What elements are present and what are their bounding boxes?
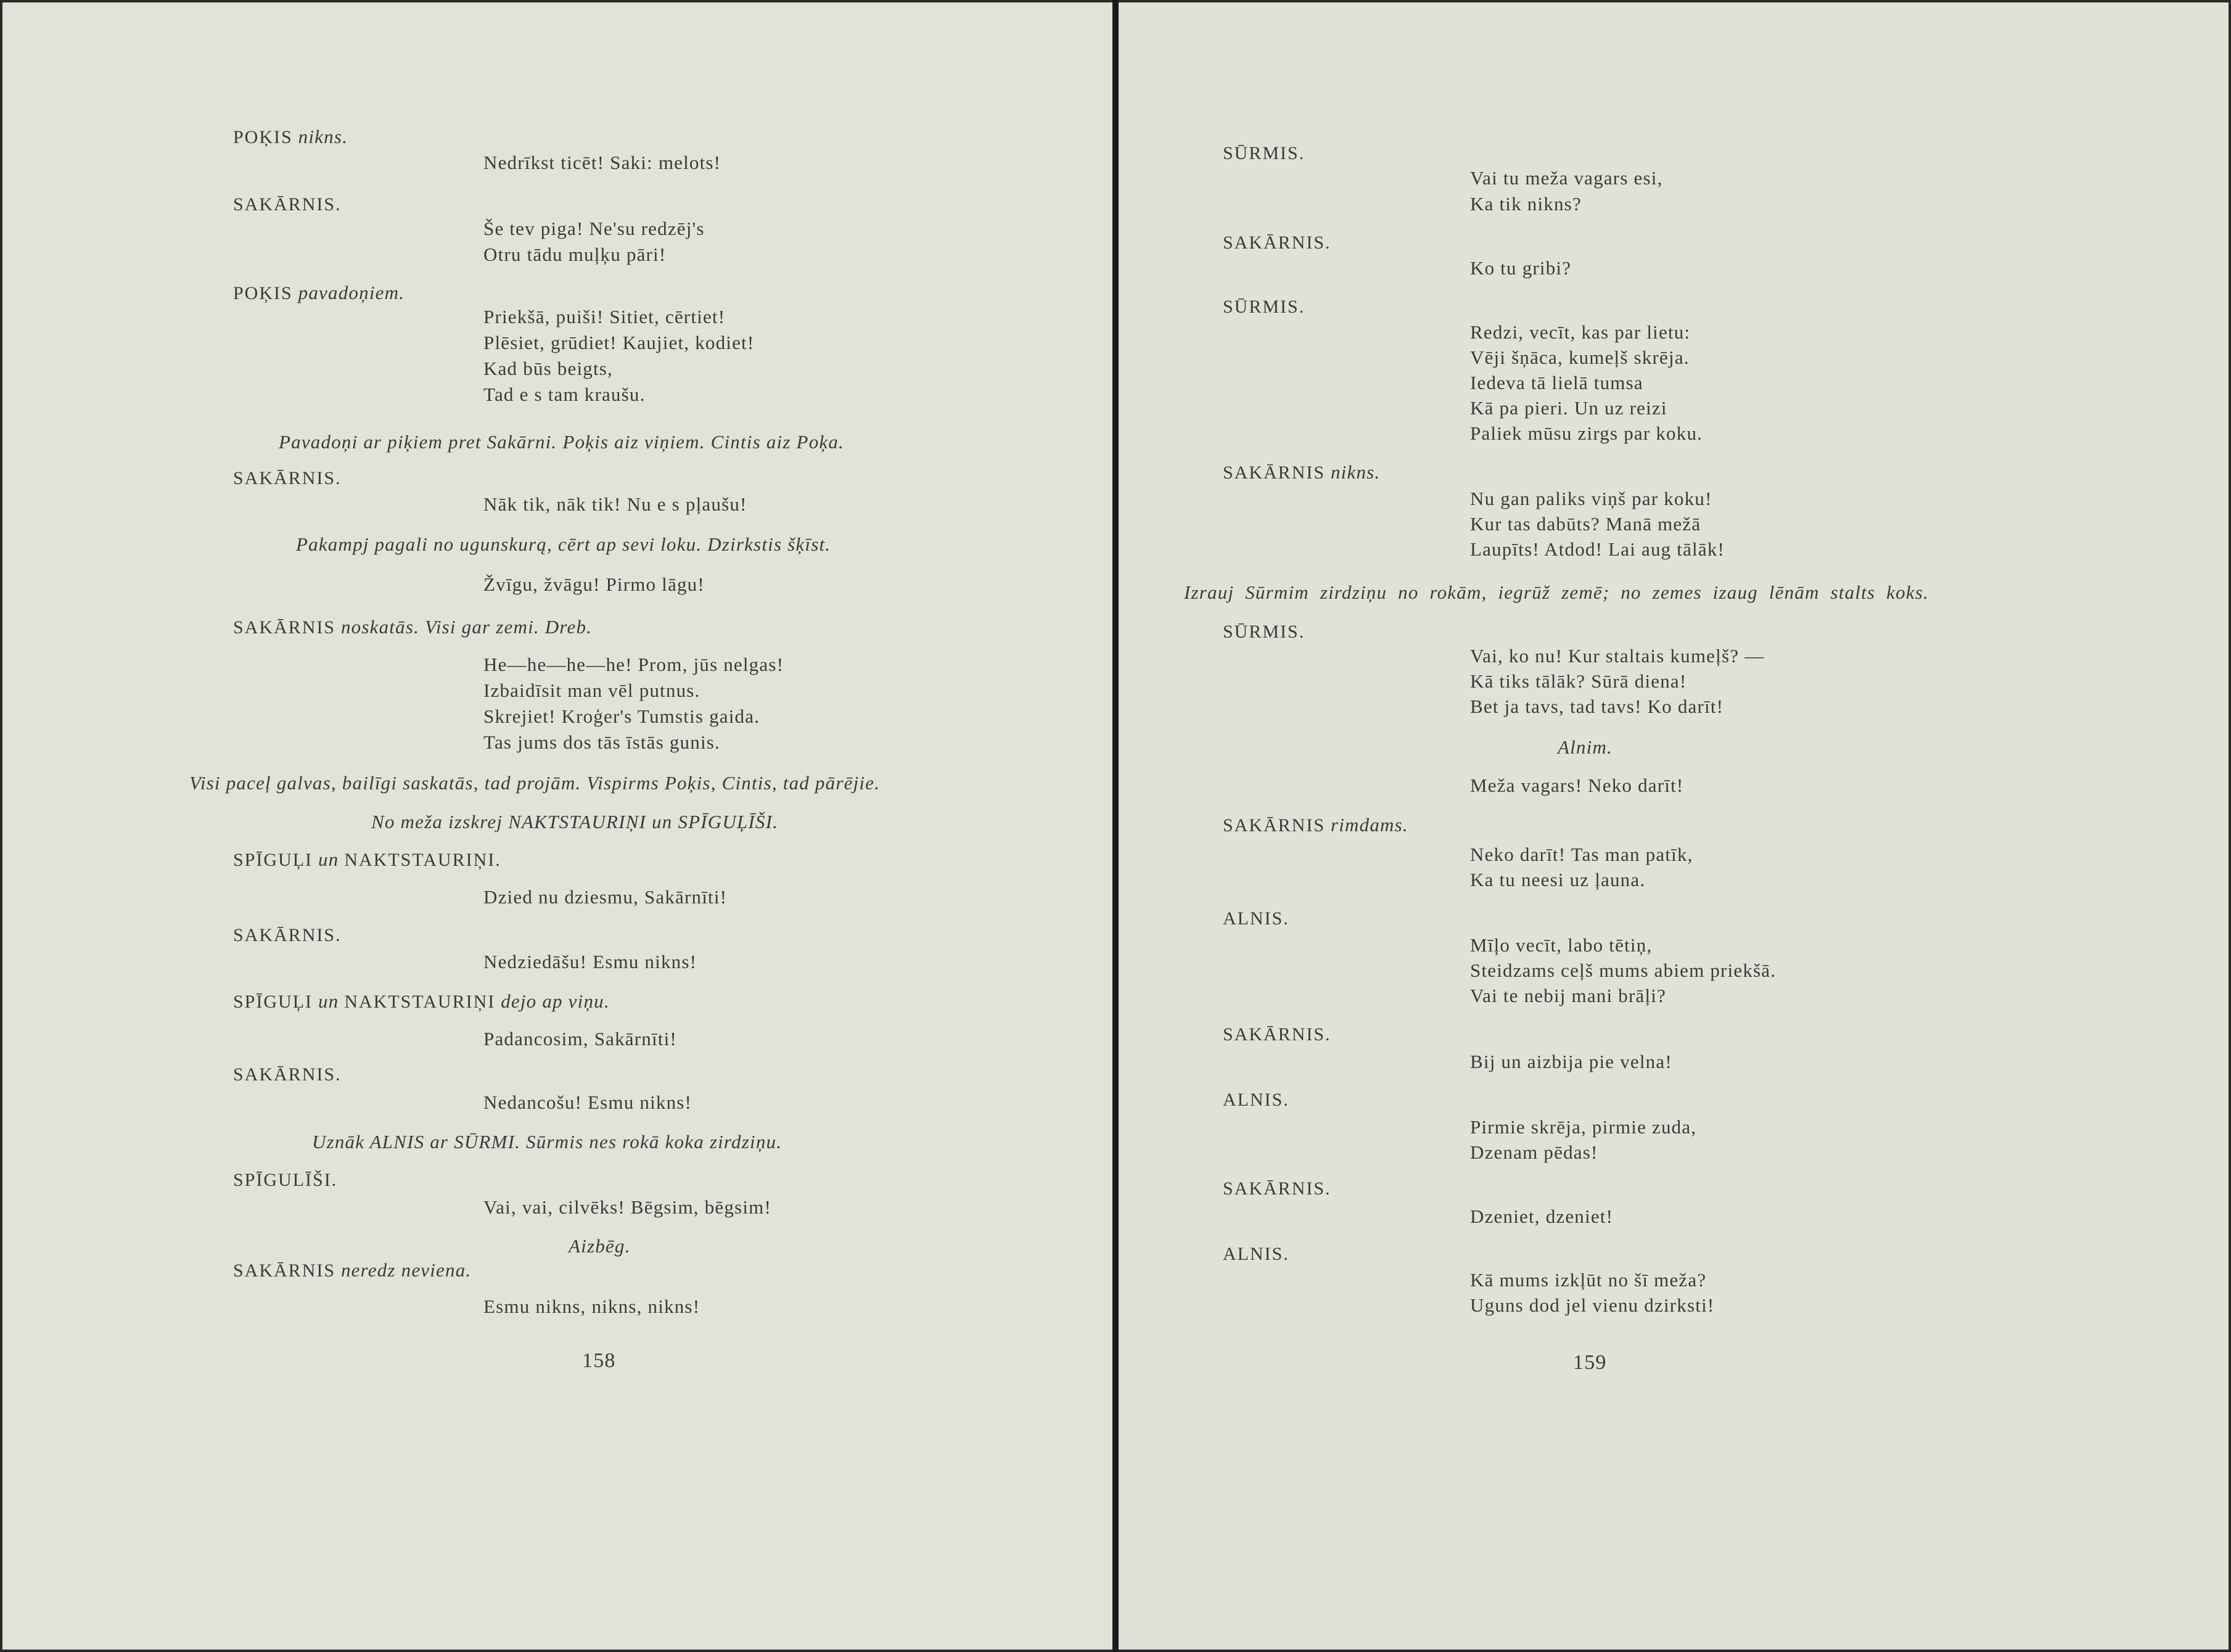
speaker-line: SŪRMIS. bbox=[1223, 297, 1305, 317]
speaker-line: SAKĀRNIS. bbox=[1223, 1024, 1331, 1045]
left-page bbox=[2, 2, 1112, 1650]
verse-line: Tas jums dos tās īstās gunis. bbox=[483, 731, 720, 753]
verse-line: Dzied nu dziesmu, Sakārnīti! bbox=[483, 886, 728, 908]
verse-line: Steidzams ceļš mums abiem priekšā. bbox=[1470, 960, 1777, 981]
verse-line: Plēsiet, grūdiet! Kaujiet, kodiet! bbox=[483, 332, 755, 353]
verse-line: Nu gan paliks viņš par koku! bbox=[1470, 488, 1712, 509]
speaker-line: SAKĀRNIS. bbox=[1223, 1178, 1331, 1199]
verse-line: Nedziedāšu! Esmu nikns! bbox=[483, 951, 697, 972]
speaker-line: SAKĀRNIS. bbox=[233, 194, 342, 215]
verse-line: Kā tiks tālāk? Sūrā diena! bbox=[1470, 670, 1687, 692]
verse-line: Dzeniet, dzeniet! bbox=[1470, 1206, 1614, 1227]
verse-line: Tad e s tam kraušu. bbox=[483, 384, 646, 405]
speaker-line: SAKĀRNIS. bbox=[233, 1064, 342, 1085]
verse-line: Paliek mūsu zirgs par koku. bbox=[1470, 422, 1703, 444]
verse-line: Ko tu gribi? bbox=[1470, 257, 1572, 279]
verse-line: Pirmie skrēja, pirmie zuda, bbox=[1470, 1116, 1697, 1138]
verse-line: Meža vagars! Neko darīt! bbox=[1470, 775, 1684, 796]
speaker-line: SAKĀRNIS. bbox=[233, 468, 342, 488]
verse-line: Še tev piga! Ne'su redzēj's bbox=[483, 218, 705, 239]
speaker-line: SAKĀRNIS neredz neviena. bbox=[233, 1259, 472, 1281]
verse-line: Nedrīkst ticēt! Saki: melots! bbox=[483, 152, 721, 173]
speaker-line: SAKĀRNIS nikns. bbox=[1223, 461, 1381, 483]
stage-direction: Aizbēg. bbox=[569, 1235, 631, 1257]
verse-line: Skrejiet! Kroģer's Tumstis gaida. bbox=[483, 705, 760, 727]
verse-line: Vai, ko nu! Kur staltais kumeļš? — bbox=[1470, 645, 1765, 667]
stage-direction: Alnim. bbox=[1558, 736, 1613, 758]
verse-line: Kad būs beigts, bbox=[483, 358, 614, 379]
stage-direction: Uznāk ALNIS ar SŪRMI. Sūrmis nes rokā koka zirdziņu. bbox=[312, 1131, 783, 1153]
speaker-line: SAKĀRNIS rimdams. bbox=[1223, 814, 1408, 836]
verse-line: Priekšā, puiši! Sitiet, cērtiet! bbox=[483, 306, 726, 327]
speaker-line: POĶIS nikns. bbox=[233, 126, 348, 147]
verse-line: Kur tas dabūts? Manā mežā bbox=[1470, 513, 1701, 535]
verse-line: Kā pa pieri. Un uz reizi bbox=[1470, 397, 1667, 419]
verse-line: Otru tādu muļķu pāri! bbox=[483, 244, 667, 265]
page-number: 158 bbox=[582, 1349, 616, 1372]
verse-line: Uguns dod jel vienu dzirksti! bbox=[1470, 1294, 1715, 1316]
verse-line: Vai, vai, cilvēks! Bēgsim, bēgsim! bbox=[483, 1196, 771, 1218]
verse-line: Kā mums izkļūt no šī meža? bbox=[1470, 1269, 1707, 1291]
verse-line: Bij un aizbija pie velna! bbox=[1470, 1051, 1672, 1072]
verse-line: Nāk tik, nāk tik! Nu e s pļaušu! bbox=[483, 493, 747, 515]
stage-direction: Visi paceļ galvas, bailīgi saskatās, tad projām. Vispirms Poķis, Cintis, tad pārējie. bbox=[189, 772, 881, 794]
verse-line: Ka tik nikns? bbox=[1470, 193, 1582, 215]
verse-line: Padancosim, Sakārnīti! bbox=[483, 1028, 677, 1050]
stage-direction: Pavadoņi ar piķiem pret Sakārni. Poķis aiz viņiem. Cintis aiz Poķa. bbox=[279, 431, 845, 453]
verse-line: He—he—he—he! Prom, jūs nelgas! bbox=[483, 654, 784, 675]
verse-line: Mīļo vecīt, labo tētiņ, bbox=[1470, 934, 1653, 956]
speaker-line: SAKĀRNIS. bbox=[233, 925, 342, 945]
stage-direction: No meža izskrej NAKTSTAURIŅI un SPĪGUĻĪŠI. bbox=[371, 811, 779, 832]
speaker-line: SŪRMIS. bbox=[1223, 622, 1305, 642]
verse-line: Dzenam pēdas! bbox=[1470, 1141, 1598, 1163]
verse-line: Bet ja tavs, tad tavs! Ko darīt! bbox=[1470, 696, 1724, 717]
right-page bbox=[1119, 2, 2229, 1650]
speaker-line: ALNIS. bbox=[1223, 1244, 1289, 1264]
speaker-line: SŪRMIS. bbox=[1223, 143, 1305, 163]
page-number: 159 bbox=[1573, 1351, 1607, 1374]
speaker-line: SAKĀRNIS noskatās. Visi gar zemi. Dreb. bbox=[233, 616, 593, 638]
speaker-line: SPĪGULĪŠI. bbox=[233, 1170, 338, 1190]
speaker-line: SPĪGUĻI un NAKTSTAURIŅI. bbox=[233, 849, 501, 870]
verse-line: Žvīgu, žvāgu! Pirmo lāgu! bbox=[483, 573, 705, 595]
verse-line: Izbaidīsit man vēl putnus. bbox=[483, 680, 701, 701]
stage-direction: Pakampj pagali no ugunskurą, cērt ap sevi loku. Dzirkstis šķīst. bbox=[296, 533, 831, 555]
verse-line: Neko darīt! Tas man patīk, bbox=[1470, 844, 1693, 865]
speaker-line: ALNIS. bbox=[1223, 1090, 1289, 1110]
verse-line: Laupīts! Atdod! Lai aug tālāk! bbox=[1470, 538, 1725, 560]
speaker-line: POĶIS pavadoņiem. bbox=[233, 282, 405, 303]
book-gutter bbox=[1112, 0, 1119, 1652]
speaker-line: SAKĀRNIS. bbox=[1223, 232, 1331, 253]
verse-line: Vai te nebij mani brāļi? bbox=[1470, 985, 1667, 1006]
verse-line: Esmu nikns, nikns, nikns! bbox=[483, 1296, 701, 1317]
speaker-line: SPĪGUĻI un NAKTSTAURIŅI dejo ap viņu. bbox=[233, 990, 610, 1012]
stage-direction: Izrauj Sūrmim zirdziņu no rokām, iegrūž zemē; no zemes izaug lēnām stalts koks. bbox=[1184, 581, 1929, 603]
verse-line: Iedeva tā lielā tumsa bbox=[1470, 372, 1643, 393]
verse-line: Vai tu meža vagars esi, bbox=[1470, 167, 1663, 189]
verse-line: Vēji šņāca, kumeļš skrēja. bbox=[1470, 347, 1690, 368]
verse-line: Nedancošu! Esmu nikns! bbox=[483, 1091, 692, 1113]
verse-line: Redzi, vecīt, kas par lietu: bbox=[1470, 321, 1691, 343]
speaker-line: ALNIS. bbox=[1223, 908, 1289, 929]
verse-line: Ka tu neesi uz ļauna. bbox=[1470, 869, 1646, 890]
